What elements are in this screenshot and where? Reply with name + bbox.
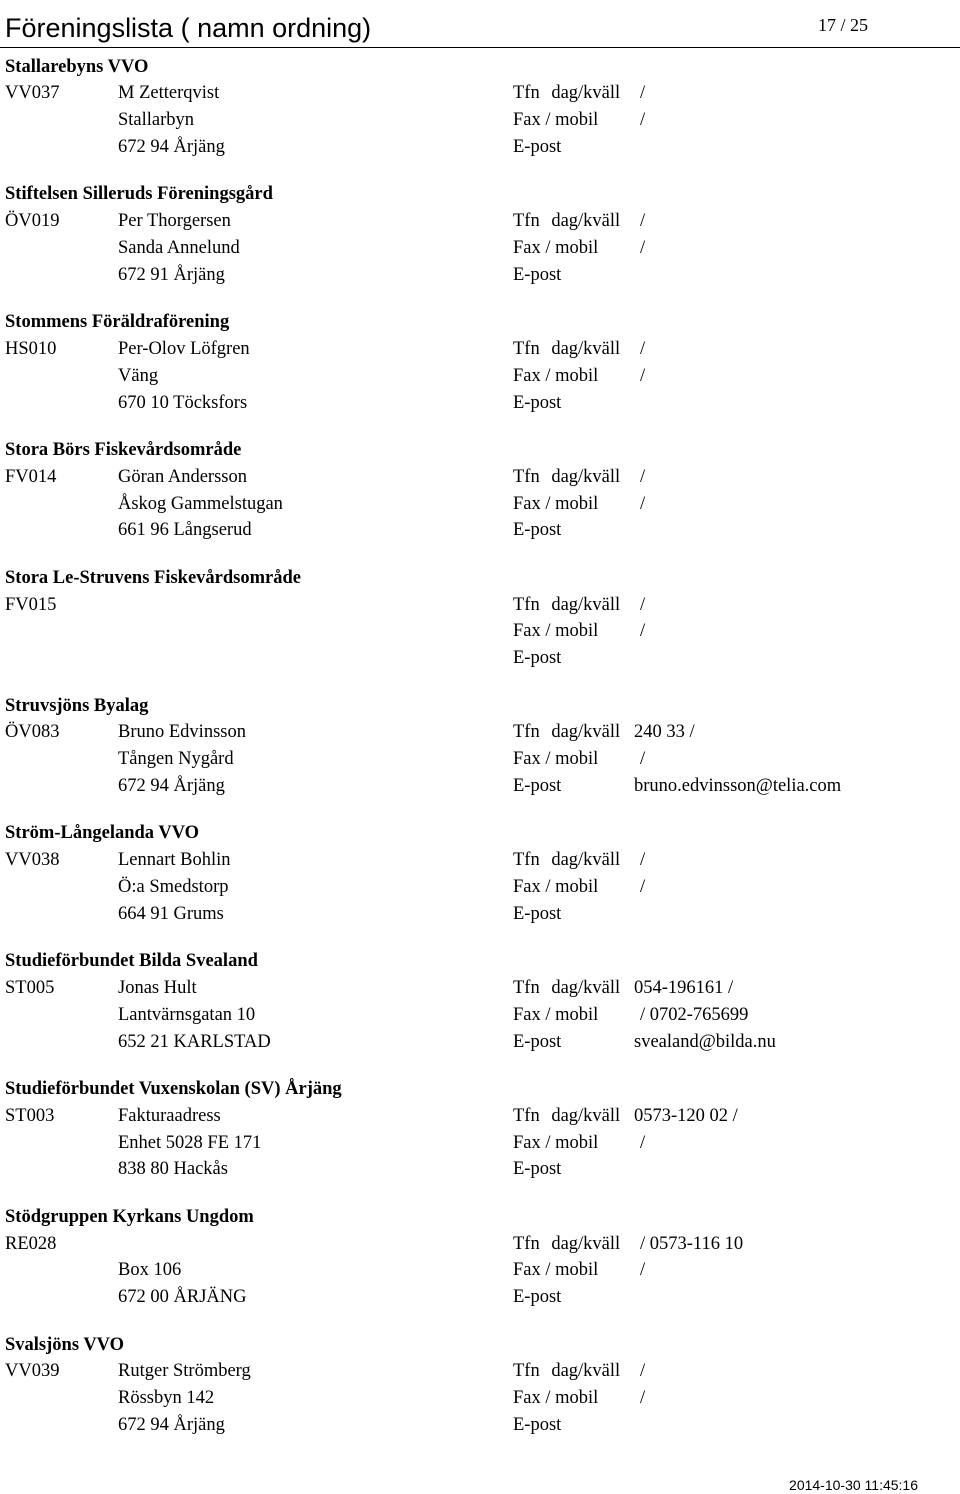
organization-name: Stora Le-Struvens Fiskevårdsområde [5,567,301,588]
phone-value: / [640,1361,646,1382]
phone-label: Tfn dag/kväll [513,466,621,487]
entry-svalsjons-vvo [0,1332,960,1460]
email-label: E-post [513,264,562,285]
fax-value: / [640,876,646,897]
phone-label: Tfn dag/kväll [513,1105,621,1126]
address-row [0,363,960,390]
org-code: FV014 [5,466,57,487]
street-address: Rössbyn 142 [118,1388,215,1409]
organization-name: Stallarebyns VVO [5,56,149,77]
phone-value: / [640,850,646,871]
contact-name: Lennart Bohlin [118,850,231,871]
entry-struvsjons-byalag [0,693,960,821]
fax-label: Fax / mobil [513,237,599,258]
email-label: E-post [513,1159,562,1180]
org-code: ST003 [5,1105,55,1126]
postal-address: 672 94 Årjäng [118,1414,225,1435]
fax-label: Fax / mobil [513,1388,599,1409]
fax-value: / [640,1132,646,1153]
contact-row [0,1231,960,1258]
organization-name: Ström-Långelanda VVO [5,823,200,844]
contact-row [0,336,960,363]
contact-name: Fakturaadress [118,1105,221,1126]
fax-label: Fax / mobil [513,749,599,770]
phone-label: Tfn dag/kväll [513,594,621,615]
fax-value: / [640,365,646,386]
email-value: svealand@bilda.nu [634,1031,776,1052]
email-label: E-post [513,1414,562,1435]
fax-label: Fax / mobil [513,493,599,514]
email-label: E-post [513,1031,562,1052]
email-label: E-post [513,903,562,924]
postal-address: 652 21 KARLSTAD [118,1031,271,1052]
fax-value: / [640,110,646,131]
contact-row [0,1358,960,1385]
phone-value: / [640,338,646,359]
email-label: E-post [513,136,562,157]
address-row [0,1385,960,1412]
contact-name: Jonas Hult [118,977,197,998]
fax-label: Fax / mobil [513,1132,599,1153]
postal-row [0,517,960,544]
phone-value: / [640,594,646,615]
street-address: Lantvärnsgatan 10 [118,1004,256,1025]
postal-address: 672 00 ÅRJÄNG [118,1287,247,1308]
organization-name: Stommens Föräldraförening [5,312,230,333]
address-row [0,491,960,518]
fax-label: Fax / mobil [513,876,599,897]
phone-value: / [640,83,646,104]
fax-value: / [640,621,646,642]
postal-address: 838 80 Hackås [118,1159,228,1180]
street-address: Tången Nygård [118,749,234,770]
organization-name: Stiftelsen Silleruds Föreningsgård [5,184,273,205]
phone-value: 0573-120 02 / [634,1105,738,1126]
entry-strom-langelanda-vvo [0,820,960,948]
org-code: VV037 [5,83,60,104]
contact-row [0,719,960,746]
street-address: Ö:a Smedstorp [118,876,229,897]
phone-label: Tfn dag/kväll [513,83,621,104]
postal-address: 672 91 Årjäng [118,264,225,285]
fax-label: Fax / mobil [513,365,599,386]
address-row [0,746,960,773]
street-address: Enhet 5028 FE 171 [118,1132,262,1153]
address-row [0,235,960,262]
org-code: ÖV019 [5,211,60,232]
contact-row [0,592,960,619]
postal-row [0,773,960,800]
contact-name: Göran Andersson [118,466,247,487]
org-code: HS010 [5,338,57,359]
address-row [0,1257,960,1284]
header-divider [0,47,960,48]
phone-label: Tfn dag/kväll [513,338,621,359]
postal-address: 670 10 Töcksfors [118,392,248,413]
postal-address: 661 96 Långserud [118,520,252,541]
organization-name: Studieförbundet Vuxenskolan (SV) Årjäng [5,1078,342,1099]
contact-row [0,1103,960,1130]
street-address: Väng [118,365,159,386]
organization-name: Struvsjöns Byalag [5,695,149,716]
postal-address: 664 91 Grums [118,903,224,924]
phone-value: / 0573-116 10 [640,1233,744,1254]
email-label: E-post [513,1287,562,1308]
entry-stiftelsen-silleruds-foreningsgard [0,181,960,309]
contact-name: Per-Olov Löfgren [118,338,250,359]
phone-label: Tfn dag/kväll [513,1233,621,1254]
address-row [0,1130,960,1157]
phone-value: / [640,466,646,487]
postal-row [0,1412,960,1439]
contact-row [0,975,960,1002]
email-label: E-post [513,520,562,541]
contact-row [0,847,960,874]
address-row [0,107,960,134]
contact-name: Bruno Edvinsson [118,722,246,743]
postal-row [0,645,960,672]
phone-label: Tfn dag/kväll [513,722,621,743]
contact-name: M Zetterqvist [118,83,220,104]
postal-row [0,901,960,928]
email-label: E-post [513,392,562,413]
email-label: E-post [513,775,562,796]
phone-label: Tfn dag/kväll [513,1361,621,1382]
contact-row [0,464,960,491]
entry-studieforbundet-vuxenskolan-arjang [0,1076,960,1204]
fax-value: / [640,1388,646,1409]
fax-label: Fax / mobil [513,1260,599,1281]
fax-label: Fax / mobil [513,1004,599,1025]
contact-row [0,208,960,235]
contact-name: Rutger Strömberg [118,1361,251,1382]
fax-value: / [640,493,646,514]
org-code: VV038 [5,850,60,871]
org-code: RE028 [5,1233,57,1254]
entry-stora-bors-fiskevardsomrade [0,437,960,565]
street-address: Stallarbyn [118,110,195,131]
association-list [0,54,960,1460]
entry-stodgruppen-kyrkans-ungdom [0,1204,960,1332]
phone-value: 054-196161 / [634,977,734,998]
phone-label: Tfn dag/kväll [513,850,621,871]
fax-label: Fax / mobil [513,621,599,642]
email-value: bruno.edvinsson@telia.com [634,775,842,796]
fax-label: Fax / mobil [513,110,599,131]
postal-address: 672 94 Årjäng [118,136,225,157]
fax-value: / [640,237,646,258]
street-address: Åskog Gammelstugan [118,493,283,514]
address-row [0,874,960,901]
entry-stora-le-struvens-fiskevardsomrade [0,565,960,693]
org-code: FV015 [5,594,57,615]
postal-row [0,134,960,161]
org-code: ÖV083 [5,722,60,743]
organization-name: Studieförbundet Bilda Svealand [5,951,258,972]
org-code: ST005 [5,977,55,998]
organization-name: Svalsjöns VVO [5,1334,125,1355]
phone-value: 240 33 / [634,722,695,743]
contact-row [0,80,960,107]
page-number: 17 / 25 [818,15,869,35]
postal-row [0,1284,960,1311]
entry-stallarebyns-vvo [0,54,960,182]
postal-row [0,1029,960,1056]
phone-label: Tfn dag/kväll [513,211,621,232]
organization-name: Stora Börs Fiskevårdsområde [5,439,242,460]
address-row [0,618,960,645]
postal-row [0,262,960,289]
phone-label: Tfn dag/kväll [513,977,621,998]
street-address: Sanda Annelund [118,237,240,258]
postal-row [0,390,960,417]
phone-value: / [640,211,646,232]
address-row [0,1002,960,1029]
print-timestamp: 2014-10-30 11:45:16 [789,1477,918,1493]
contact-name: Per Thorgersen [118,211,231,232]
fax-value: / [640,749,646,770]
entry-stommens-foraldraforening [0,309,960,437]
street-address: Box 106 [118,1260,182,1281]
email-label: E-post [513,648,562,669]
fax-value: / 0702-765699 [640,1004,749,1025]
org-code: VV039 [5,1361,60,1382]
fax-value: / [640,1260,646,1281]
page-title: Föreningslista ( namn ordning) [5,13,372,43]
entry-studieforbundet-bilda-svealand [0,948,960,1076]
organization-name: Stödgruppen Kyrkans Ungdom [5,1206,254,1227]
postal-address: 672 94 Årjäng [118,775,225,796]
postal-row [0,1156,960,1183]
